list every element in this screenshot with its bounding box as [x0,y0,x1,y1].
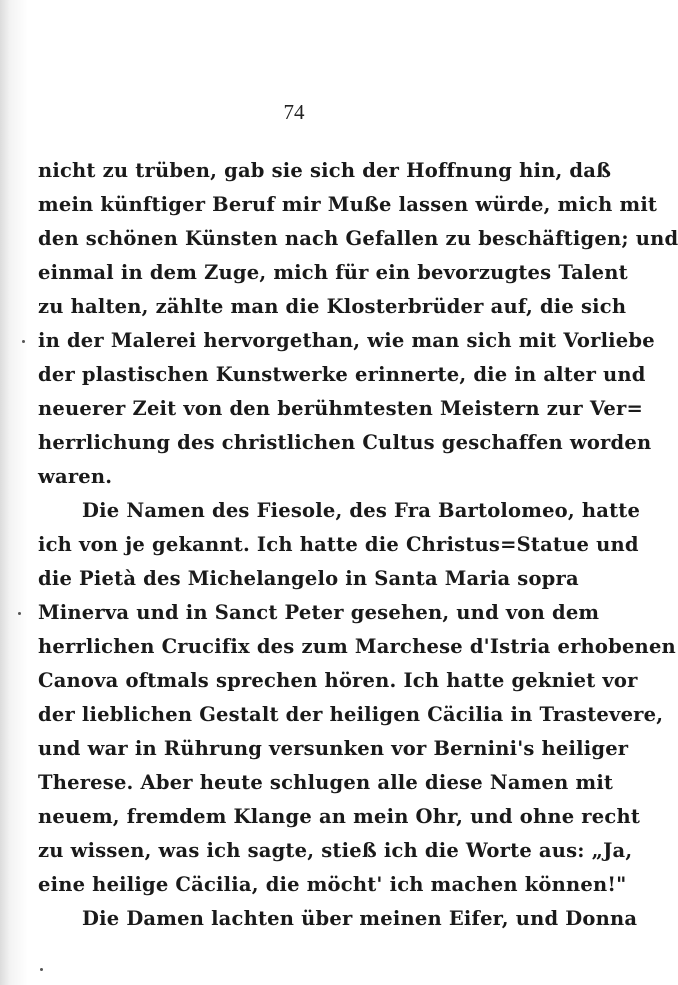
text-line: die Pietà des Michelangelo in Santa Maria sopra [38,567,579,590]
paper-speck [40,968,43,971]
text-line: in der Malerei hervorgethan, wie man sich mit Vorliebe [38,329,655,352]
text-line: herrlichen Crucifix des zum Marchese d'Istria erhobenen [38,635,676,658]
text-line: zu halten, zählte man die Klosterbrüder auf, die sich [38,295,627,318]
text-line: der lieblichen Gestalt der heiligen Cäcilia in Trastevere, [38,703,664,726]
text-line: neuerer Zeit von den berühmtesten Meistern zur Ver= [38,397,644,420]
page-number: 74 [283,100,305,124]
text-line: Canova oftmals sprechen hören. Ich hatte gekniet vor [38,669,638,692]
text-line: der plastischen Kunstwerke erinnerte, die in alter und [38,363,646,386]
paragraph-start-line: Die Damen lachten über meinen Eifer, und Donna [82,907,638,930]
text-line: den schönen Künsten nach Gefallen zu beschäftigen; und [38,227,678,250]
text-line: einmal in dem Zuge, mich für ein bevorzugtes Talent [38,261,628,284]
body-text [38,154,678,936]
text-line: mein künftiger Beruf mir Muße lassen würde, mich mit [38,193,658,216]
text-line: Therese. Aber heute schlugen alle diese Namen mit [38,771,614,794]
text-line: und war in Rührung versunken vor Bernini's heiliger [38,737,629,760]
paper-speck [18,612,21,615]
text-line: ich von je gekannt. Ich hatte die Christus=Statue und [38,533,639,556]
paragraph-start-line: Die Namen des Fiesole, des Fra Bartolomeo, hatte [82,499,641,522]
text-line: eine heilige Cäcilia, die möcht' ich machen können!" [38,873,627,896]
text-line: Minerva und in Sanct Peter gesehen, und von dem [38,601,600,624]
text-line: zu wissen, was ich sagte, stieß ich die Worte aus: „Ja, [38,839,633,862]
paper-speck [22,340,25,343]
text-line: neuem, fremdem Klange an mein Ohr, und ohne recht [38,805,641,828]
text-line: nicht zu trüben, gab sie sich der Hoffnung hin, daß [38,159,612,182]
text-line: herrlichung des christlichen Cultus geschaffen worden [38,431,652,454]
text-line: waren. [38,465,113,488]
